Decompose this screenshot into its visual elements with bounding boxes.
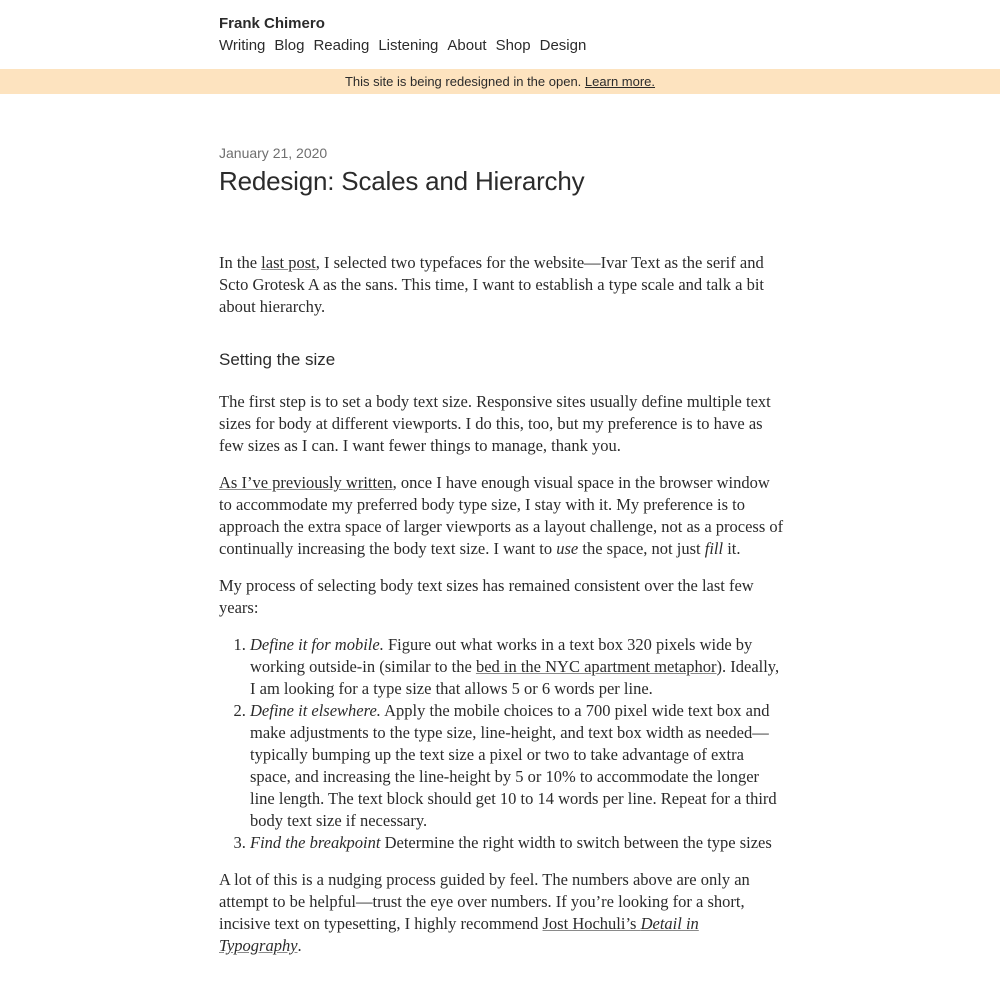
- nyc-apartment-link[interactable]: bed in the NYC apartment metaphor: [475, 657, 717, 676]
- nav-listening[interactable]: Listening: [378, 37, 439, 54]
- site-header: [219, 14, 595, 56]
- paragraph-body-size: The first step is to set a body text size. Responsive sites usually define multiple text sizes for body at different viewports. I do this, too, but my preference is to have as few sizes as I can. I want fewer things to manage, thank you.: [219, 392, 771, 455]
- paragraph-process: My process of selecting body text sizes has remained consistent over the last few years:: [219, 576, 754, 617]
- link-book-title: Detail in Typography: [219, 914, 699, 955]
- process-list: [219, 634, 784, 854]
- nav-about[interactable]: About: [447, 37, 487, 54]
- list-item: [250, 700, 784, 832]
- nav-design[interactable]: Design: [539, 37, 587, 54]
- list-item-2-lead: Define it elsewhere.: [250, 701, 381, 720]
- main-nav: [219, 36, 595, 56]
- p2-text-1: , once I have enough visual space in the browser window to accommodate my preferred body type size, I stay with it. My preference is to approach the extra space of larger viewports as a layout challenge, not as a process of continually increasing the body text size. I want to: [219, 473, 784, 558]
- site-name-link[interactable]: Frank Chimero: [219, 15, 325, 32]
- redesign-banner: [0, 69, 1000, 94]
- post-title: Redesign: Scales and Hierarchy: [219, 166, 585, 196]
- p4-end: .: [297, 936, 302, 955]
- list-item-1-text: Figure out what works in a text box 320 pixels wide by working outside-in (similar to the: [250, 635, 753, 676]
- last-post-link[interactable]: last post: [261, 253, 316, 272]
- section-heading: Setting the size: [219, 350, 336, 369]
- post-body: [219, 252, 784, 972]
- nav-shop[interactable]: Shop: [495, 37, 531, 54]
- p4-text: A lot of this is a nudging process guided by feel. The numbers above are only an attempt to be helpful—trust the eye over numbers. If you’re looking for a short, incisive text on typesetting, I highly recommend: [219, 870, 750, 933]
- intro-text-start: In the: [219, 253, 262, 272]
- intro-text-end: , I selected two typefaces for the website—Ivar Text as the serif and Scto Grotesk A as the sans. This time, I want to establish a type scale and talk a bit about hierarchy.: [219, 253, 765, 316]
- p2-em-use: use: [556, 539, 579, 558]
- post-date: January 21, 2020: [219, 145, 328, 161]
- nav-writing[interactable]: Writing: [219, 37, 266, 54]
- list-item: [250, 634, 784, 700]
- previously-written-link[interactable]: As I’ve previously written: [219, 473, 393, 492]
- p2-em-fill: fill: [704, 539, 724, 558]
- list-item-2-text: Apply the mobile choices to a 700 pixel wide text box and make adjustments to the type size, line-height, and text box width as needed—typically bumping up the text size a pixel or two to take advantage of extra space, and increasing the line-height by 5 or 10% to accommodate the longer line length. The text block should get 10 to 14 words per line. Repeat for a third body text size if necessary.: [250, 701, 777, 830]
- list-item-1-lead: Define it for mobile.: [250, 635, 384, 654]
- nav-blog[interactable]: Blog: [274, 37, 305, 54]
- intro-paragraph: [219, 252, 784, 318]
- p2-text-2: the space, not just: [578, 539, 705, 558]
- list-item-3-lead: Find the breakpoint: [250, 833, 381, 852]
- banner-text: This site is being redesigned in the open.: [344, 74, 582, 89]
- banner-learn-more-link[interactable]: Learn more.: [584, 74, 656, 89]
- p2-text-3: it.: [723, 539, 741, 558]
- list-item: [250, 832, 784, 854]
- link-author: Jost Hochuli’s: [542, 914, 641, 933]
- nav-reading[interactable]: Reading: [313, 37, 370, 54]
- list-item-3-text: Determine the right width to switch between the type sizes: [380, 833, 772, 852]
- paragraph-nudging: [219, 869, 784, 957]
- list-item-1-text-end: ). Ideally, I am looking for a type size that allows 5 or 6 words per line.: [250, 657, 780, 698]
- paragraph-previously-written: [219, 472, 784, 560]
